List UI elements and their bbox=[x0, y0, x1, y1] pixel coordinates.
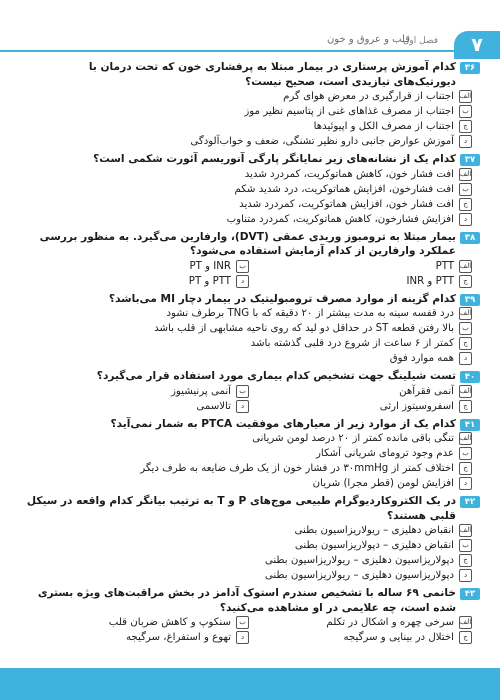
option-b[interactable] bbox=[26, 384, 249, 399]
option-letter: الف bbox=[459, 616, 472, 629]
option-text: اختلاف کمتر از ۳۰mmHg در فشار خون از یک طرف ضایعه به طرف دیگر bbox=[140, 463, 454, 474]
option-letter: الف bbox=[459, 90, 472, 103]
option-text: همه موارد فوق bbox=[389, 353, 454, 364]
option-a[interactable] bbox=[26, 167, 472, 182]
option-letter: ج bbox=[459, 554, 472, 567]
question-text: در یک الکتروکاردیوگرام طبیعی موج‌های P و T به ترتیب بیانگر کدام واقعه در سیکل قلبی هستند؟ bbox=[26, 495, 456, 522]
option-c[interactable] bbox=[26, 461, 472, 476]
option-a[interactable] bbox=[249, 615, 472, 630]
option-text: اختلال در بینایی و سرگیجه bbox=[343, 632, 454, 643]
option-a[interactable] bbox=[26, 306, 472, 321]
option-c[interactable] bbox=[26, 336, 472, 351]
question-text: بیمار مبتلا به ترومبوز وریدی عمقی (DVT)، وارفارین می‌گیرد. به منظور بررسی عملکرد وارفارین از کدام آزمایش استفاده می‌شود؟ bbox=[39, 230, 456, 257]
option-text: اجتناب از مصرف غذاهای غنی از پتاسیم نظیر موز bbox=[244, 106, 454, 117]
option-c[interactable] bbox=[249, 274, 472, 289]
option-text: سنکوپ و کاهش ضربان قلب bbox=[108, 617, 231, 628]
option-letter: د bbox=[236, 631, 249, 644]
option-letter: ب bbox=[459, 447, 472, 460]
option-text: انقباض دهلیزی – دپولاریزاسیون بطنی bbox=[294, 540, 454, 551]
option-text: اجتناب از مصرف الکل و اپیوئیدها bbox=[313, 121, 454, 132]
question-number: ۴۲ bbox=[460, 496, 480, 508]
question-number: ۳۹ bbox=[460, 294, 480, 306]
question-number: ۳۸ bbox=[460, 232, 480, 244]
option-letter: ب bbox=[236, 260, 249, 273]
question-text: تست شیلینگ جهت تشخیص کدام بیماری مورد استفاده قرار می‌گیرد؟ bbox=[96, 370, 456, 382]
option-text: PTT bbox=[435, 260, 454, 272]
option-text: PTT و INR bbox=[406, 275, 454, 287]
question-42 bbox=[26, 494, 480, 583]
option-text: افت فشار خون، کاهش هماتوکریت، کمردرد شدید bbox=[244, 168, 454, 180]
question-text: کدام گزینه از موارد مصرف ترومبولیتیک در بیمار دچار MI می‌باشد؟ bbox=[108, 292, 456, 305]
option-text: آنمی پرنیشیوز bbox=[171, 385, 231, 397]
option-text: آموزش عوارض جانبی دارو نظیر تشنگی، ضعف و خواب‌آلودگی bbox=[190, 136, 454, 147]
question-text: کدام آموزش پرستاری در بیمار مبتلا به پرفشاری خون که تحت درمان با دیورتیک‌های تیازیدی است، صحیح نیست؟ bbox=[88, 61, 456, 88]
option-letter: الف bbox=[459, 524, 472, 537]
option-text: افزایش لومن (قطر مجرا) شریان bbox=[312, 478, 454, 489]
option-letter: د bbox=[236, 400, 249, 413]
option-b[interactable] bbox=[26, 104, 472, 119]
option-letter: د bbox=[236, 275, 249, 288]
option-letter: الف bbox=[459, 260, 472, 273]
option-a[interactable] bbox=[26, 89, 472, 104]
page-number: ۷ bbox=[454, 31, 500, 59]
option-b[interactable] bbox=[26, 259, 249, 274]
chapter-title: قلب و عروق و خون bbox=[326, 34, 410, 45]
option-text: تنگی باقی مانده کمتر از ۲۰ درصد لومن شریانی bbox=[252, 433, 454, 444]
option-text: آنمی فقرآهن bbox=[399, 385, 454, 397]
option-d[interactable] bbox=[26, 212, 472, 227]
option-letter: الف bbox=[459, 385, 472, 398]
page-footer-band bbox=[0, 668, 500, 700]
option-b[interactable] bbox=[26, 182, 472, 197]
chapter-label: فصل اول bbox=[402, 36, 438, 46]
option-text: دپولاریزاسیون دهلیزی – ریولاریزاسیون بطنی bbox=[264, 570, 454, 581]
page-header bbox=[0, 0, 500, 58]
option-letter: الف bbox=[459, 168, 472, 181]
option-letter: ب bbox=[459, 539, 472, 552]
option-d[interactable] bbox=[26, 568, 472, 583]
option-c[interactable] bbox=[249, 399, 472, 414]
option-a[interactable] bbox=[26, 431, 472, 446]
question-number: ۴۳ bbox=[460, 588, 480, 600]
option-text: افزایش فشارخون، کاهش هماتوکریت، کمردرد متناوب bbox=[226, 213, 454, 225]
option-letter: ب bbox=[236, 385, 249, 398]
option-letter: ج bbox=[459, 631, 472, 644]
option-letter: د bbox=[459, 352, 472, 365]
question-number: ۳۶ bbox=[460, 62, 480, 74]
option-letter: ج bbox=[459, 120, 472, 133]
question-text: کدام یک از نشانه‌های زیر نمایانگر پارگی آنوریسم آئورت شکمی است؟ bbox=[93, 153, 456, 165]
option-d[interactable] bbox=[26, 630, 249, 645]
header-rule bbox=[0, 50, 454, 52]
option-letter: د bbox=[459, 569, 472, 582]
question-number: ۴۰ bbox=[460, 371, 480, 383]
option-d[interactable] bbox=[26, 399, 249, 414]
option-c[interactable] bbox=[26, 553, 472, 568]
option-c[interactable] bbox=[26, 197, 472, 212]
option-letter: د bbox=[459, 135, 472, 148]
question-number: ۳۷ bbox=[460, 154, 480, 166]
option-letter: الف bbox=[459, 432, 472, 445]
option-c[interactable] bbox=[249, 630, 472, 645]
option-b[interactable] bbox=[26, 321, 472, 336]
option-b[interactable] bbox=[26, 446, 472, 461]
question-37 bbox=[26, 152, 480, 227]
option-text: کمتر از ۶ ساعت از شروع درد قلبی گذشته باشد bbox=[250, 338, 454, 349]
question-39 bbox=[26, 292, 480, 367]
option-text: PTT و PT bbox=[188, 275, 231, 287]
option-a[interactable] bbox=[26, 523, 472, 538]
option-letter: الف bbox=[459, 307, 472, 320]
option-a[interactable] bbox=[249, 259, 472, 274]
option-letter: د bbox=[459, 213, 472, 226]
option-letter: ب bbox=[236, 616, 249, 629]
question-36 bbox=[26, 60, 480, 149]
option-letter: ج bbox=[459, 400, 472, 413]
option-b[interactable] bbox=[26, 538, 472, 553]
option-text: عدم وجود تروما‌ی شریانی آشکار bbox=[315, 448, 454, 459]
option-b[interactable] bbox=[26, 615, 249, 630]
option-letter: ج bbox=[459, 198, 472, 211]
option-text: انقباض دهلیزی – ریولاریزاسیون بطنی bbox=[294, 525, 454, 536]
question-38 bbox=[26, 230, 480, 289]
question-text: خانمی ۶۹ ساله با تشخیص سندرم استوک آدامز در بخش مراقبت‌های ویژه بستری شده است، چه علایمی در او مشاهده می‌کنید؟ bbox=[37, 587, 456, 614]
option-letter: د bbox=[459, 477, 472, 490]
option-letter: ب bbox=[459, 183, 472, 196]
question-43 bbox=[26, 586, 480, 645]
option-text: اسفروسیتوز ارثی bbox=[379, 400, 454, 412]
option-letter: ب bbox=[459, 105, 472, 118]
question-text: کدام یک از موارد زیر از معیارهای موفقیت PTCA به شمار نمی‌آید؟ bbox=[110, 417, 456, 430]
option-text: تهوع و استفراغ، سرگیجه bbox=[125, 632, 231, 643]
option-letter: ج bbox=[459, 275, 472, 288]
option-letter: ج bbox=[459, 462, 472, 475]
question-41 bbox=[26, 417, 480, 492]
option-text: درد قفسه سینه به مدت بیشتر از ۲۰ دقیقه که با TNG برطرف نشود bbox=[166, 308, 454, 319]
question-number: ۴۱ bbox=[460, 419, 480, 431]
option-text: INR و PT bbox=[189, 260, 231, 272]
option-a[interactable] bbox=[249, 384, 472, 399]
option-text: سرخی چهره و اشکال در تکلم bbox=[326, 617, 454, 628]
option-text: افت فشارخون، افزایش هماتوکریت، درد شدید شکم bbox=[234, 183, 454, 195]
option-text: افت فشار خون، افزایش هماتوکریت، کمردرد شدید bbox=[239, 198, 454, 210]
option-c[interactable] bbox=[26, 119, 472, 134]
option-text: اجتناب از قرارگیری در معرض هوای گرم bbox=[283, 91, 454, 102]
option-d[interactable] bbox=[26, 351, 472, 366]
option-text: تالاسمی bbox=[196, 400, 231, 412]
option-text: بالا رفتن قطعه ST در حداقل دو لید که روی ناحیه مشابهی از قلب باشد bbox=[154, 323, 454, 334]
question-list bbox=[26, 60, 480, 648]
option-d[interactable] bbox=[26, 274, 249, 289]
option-d[interactable] bbox=[26, 476, 472, 491]
option-text: دپولاریزاسیون دهلیزی – ریولاریزاسیون بطنی bbox=[264, 555, 454, 566]
question-40 bbox=[26, 369, 480, 414]
option-d[interactable] bbox=[26, 134, 472, 149]
option-letter: ب bbox=[459, 322, 472, 335]
option-letter: ج bbox=[459, 337, 472, 350]
